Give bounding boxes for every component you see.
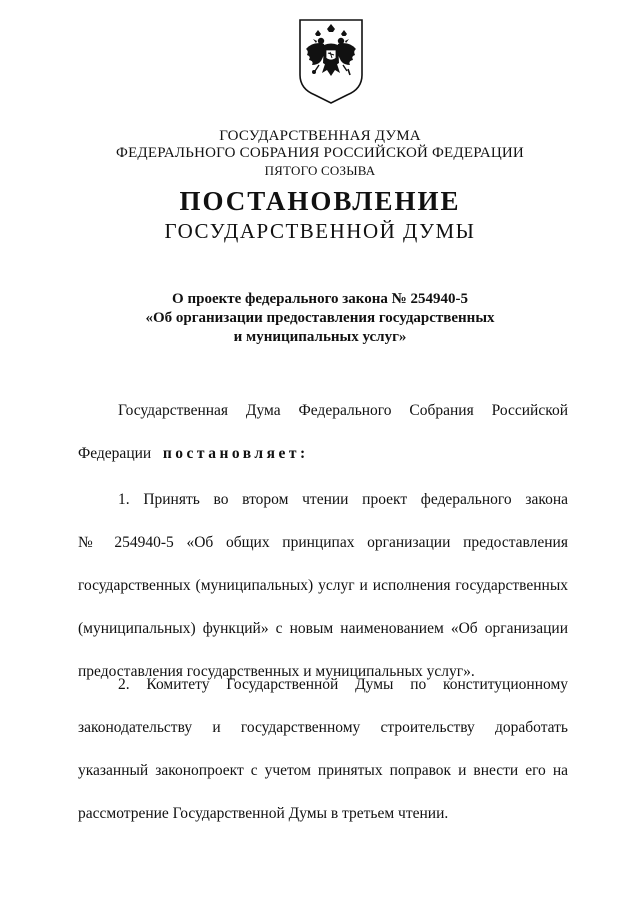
title-line-2: «Об организации предоставления государственных [145, 310, 495, 326]
document-issuer: ГОСУДАРСТВЕННОЙ ДУМЫ [164, 219, 476, 243]
item-1-line-5: предоставления государственных и муниципальных услуг». [78, 663, 475, 680]
resolution-item-2 [78, 663, 568, 835]
org-line-1: ГОСУДАРСТВЕННАЯ ДУМА [219, 128, 421, 144]
document-type: ПОСТАНОВЛЕНИЕ [179, 186, 461, 216]
item-1-line-3: государственных (муниципальных) услуг и исполнения государственных [78, 577, 568, 594]
item-2-line-2: законодательству и государственному строительству доработать [78, 719, 568, 736]
preamble-line-1: Государственная Дума Федерального Собрания Российской [118, 402, 568, 419]
item-1-line-1: 1. Принять во втором чтении проект федерального закона [118, 491, 568, 508]
item-2-line-1: 2. Комитету Государственной Думы по конституционному [118, 676, 568, 693]
org-line-2: ФЕДЕРАЛЬНОГО СОБРАНИЯ РОССИЙСКОЙ ФЕДЕРАЦИИ [116, 145, 524, 161]
item-2-line-4: рассмотрение Государственной Думы в третьем чтении. [78, 805, 449, 822]
russian-coat-of-arms-icon [297, 17, 365, 105]
title-line-3: и муниципальных услуг» [233, 329, 407, 345]
org-line-3: ПЯТОГО СОЗЫВА [264, 163, 376, 178]
resolution-item-1 [78, 478, 568, 693]
preamble [78, 389, 568, 475]
item-1-line-4: (муниципальных) функций» с новым наименованием «Об организации [78, 620, 568, 637]
preamble-verb: постановляет: [162, 445, 309, 462]
preamble-prefix: Федерации [78, 445, 152, 462]
title-line-1: О проекте федерального закона № 254940-5 [172, 291, 468, 307]
item-2-line-3: указанный законопроект с учетом принятых поправок и внести его на [78, 762, 568, 779]
resolution-title [0, 290, 640, 347]
issuing-organization [0, 128, 640, 179]
preamble-line-2 [78, 432, 568, 475]
item-1-line-2: № 254940-5 «Об общих принципах организации предоставления [78, 534, 568, 551]
